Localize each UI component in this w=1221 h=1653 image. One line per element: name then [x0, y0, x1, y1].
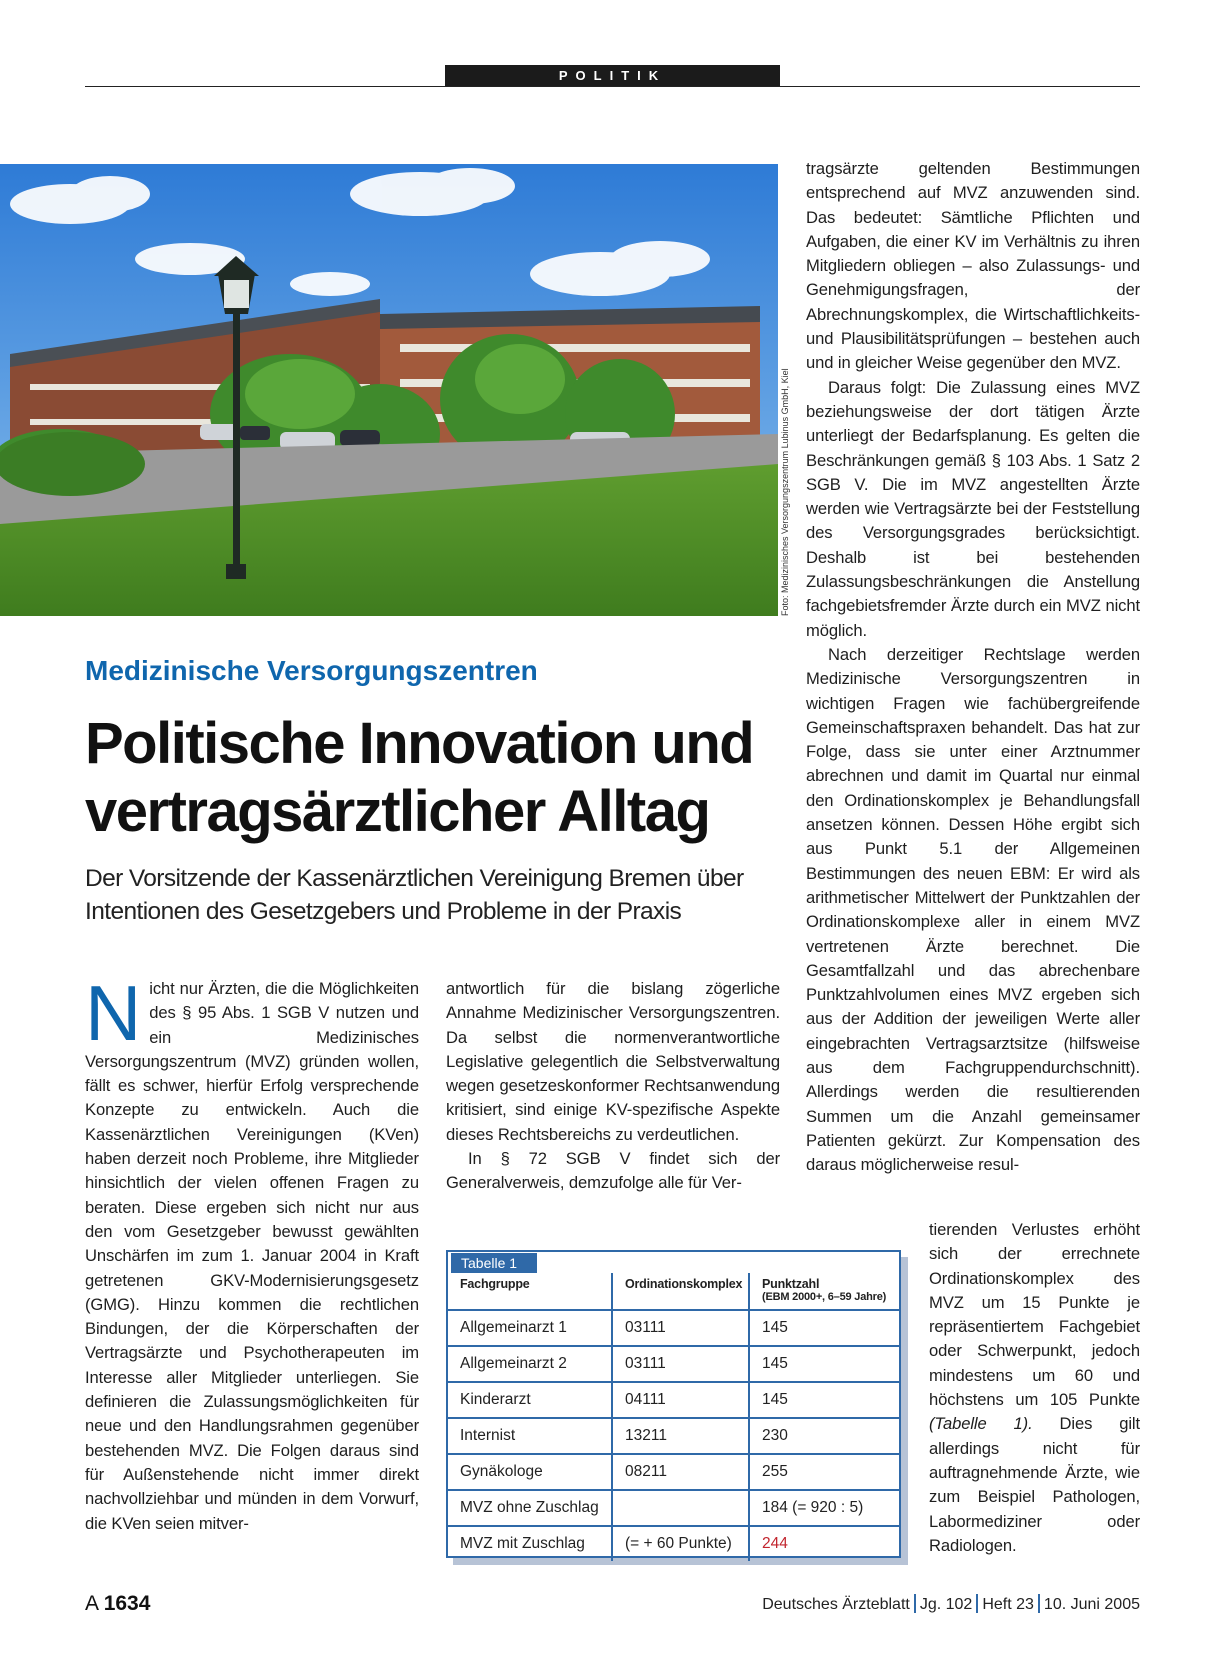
- cell-punktzahl: 145: [749, 1346, 899, 1382]
- table-row: [448, 1382, 899, 1418]
- table-header-row: [448, 1273, 899, 1310]
- cell-ordinationskomplex: [612, 1490, 749, 1526]
- cell-fachgruppe: MVZ ohne Zuschlag: [448, 1490, 612, 1526]
- column-header: Ordinationskomplex: [612, 1273, 749, 1310]
- table-row: [448, 1310, 899, 1346]
- cell-ordinationskomplex: (= + 60 Punkte): [612, 1526, 749, 1561]
- cell-ordinationskomplex: 13211: [612, 1418, 749, 1454]
- paragraph: antwortlich für die bislang zögerliche Annahme Medizinischer Versorgungszentren. Da selbst die normenverantwortliche Legislative gelegentlich die Selbstverwaltung wegen gesetzeskonformer Rechtsanwendung kritisiert, sind einige KV-spezifische Aspekte dieses Rechtsbereichs zu verdeutlichen.: [446, 979, 780, 1144]
- paragraph: [929, 1218, 1140, 1558]
- paragraph: Daraus folgt: Die Zulassung eines MVZ beziehungsweise der dort tätigen Ärzte unterliegt der Bedarfsplanung. Es gelten die Beschränkungen gemäß § 103 Abs. 1 Satz 2 SGB V. Die im MVZ angestellten Ärzte werden wie Vertragsärzte bei der Feststellung des Versorgungsgrades berücksichtigt. Deshalb ist bei bestehenden Zulassungsbeschränkungen die Anstellung fachgebietsfremder Ärzte durch ein MVZ nicht möglich.: [806, 377, 1140, 640]
- page-prefix: A: [85, 1592, 98, 1615]
- footer-separator: [914, 1594, 916, 1613]
- table-row: [448, 1346, 899, 1382]
- headline-line-2: vertragsärztlicher Alltag: [85, 779, 710, 844]
- paragraph: In § 72 SGB V findet sich der Generalverweis, demzufolge alle für Ver-: [446, 1149, 780, 1193]
- article-headline: [85, 710, 805, 846]
- cell-punktzahl: 145: [749, 1382, 899, 1418]
- footer-separator: [1038, 1594, 1040, 1613]
- cell-fachgruppe: MVZ mit Zuschlag: [460, 1535, 585, 1552]
- journal-name: Deutsches Ärzteblatt: [762, 1596, 910, 1613]
- photo-credit: Foto: Medizinisches Versorgungszentrum Lubinus GmbH, Kiel: [780, 368, 790, 616]
- paragraph-text: icht nur Ärzten, die die Möglichkeiten des § 95 Abs. 1 SGB V nutzen und ein Medizinisches Versorgungszentrum (MVZ) gründen wollen, fällt es schwer, hierfür Erfolg versprechende Konzepte zu entwickeln. Auch die Kassenärztlichen Vereinigungen (KVen) haben derzeit noch Probleme, ihre Mitglieder hinsichtlich der vielen offenen Fragen zu beraten. Diese ergeben sich nicht nur aus den vom Gesetzgeber bewusst gewählten Unschärfen im zum 1. Januar 2004 in Kraft getretenen GKV-Modernisierungsgesetz (GMG). Hinzu kommen die rechtlichen Bindungen, der die Körperschaften der Vertragsärzte und Psychotherapeuten im Interesse aller Mitglieder unterliegen. Sie definieren die Zulassungsmöglichkeiten für neue und den Handlungsrahmen gegenüber bestehenden MVZ. Die Folgen daraus sind für Außenstehende nicht immer direkt nachvollziehbar und münden in dem Vorwurf, die KVen seien mitver-: [85, 979, 419, 1533]
- text-column-2: [446, 977, 780, 1196]
- drop-cap: N: [85, 969, 142, 1057]
- table-row: [448, 1526, 899, 1561]
- table-row: [448, 1490, 899, 1526]
- table-reference: (Tabelle 1).: [929, 1414, 1033, 1434]
- headline-line-1: Politische Innovation und: [85, 711, 754, 776]
- text-column-1: [85, 969, 419, 1536]
- paragraph: tragsärzte geltenden Bestimmungen entsprechend auf MVZ anzuwenden sind. Das bedeutet: Sämtliche Pflichten und Aufgaben, die einer KV im Verhältnis zu ihren Mitgliedern obliegen – also Zulassungs- und Genehmigungsfragen, der Abrechnungskomplex, die Wirtschaftlichkeits- und Plausibilitätsprüfungen – bestehen auch und in gleicher Weise gegenüber den MVZ.: [806, 159, 1140, 373]
- cell-fachgruppe: Allgemeinarzt 1: [448, 1310, 612, 1346]
- cell-fachgruppe: Kinderarzt: [448, 1382, 612, 1418]
- column-header: [749, 1273, 899, 1310]
- data-table: [448, 1273, 899, 1561]
- journal-date: 10. Juni 2005: [1043, 1596, 1140, 1613]
- footer-citation: [700, 1594, 1140, 1614]
- paragraph: Nach derzeitiger Rechtslage werden Medizinische Versorgungszentren in wichtigen Fragen wie fachübergreifende Gemeinschaftspraxen behandelt. Das hat zur Folge, dass sie unter einer Arztnummer abrechnen und damit im Quartal nur einmal den Ordinationskomplex je Behandlungsfall ansetzen können. Dessen Höhe ergibt sich aus Punkt 5.1 der Allgemeinen Bestimmungen des neuen EBM: Er wird als arithmetischer Mittelwert der Punktzahlen der Ordinationskomplexe aller in einem MVZ vertretenen Ärzte berechnet. Die Gesamtfallzahl und das abrechenbare Punktzahlvolumen eines MVZ ergeben sich aus der Addition der jeweiligen Werte aller eingebrachten Vertragsarztsitze (hilfsweise aus dem Fachgruppendurchschnitt). Allerdings werden die resultierenden Summen um die Anzahl gemeinsamer Patienten gekürzt. Zur Kompensation des daraus möglicherweise resul-: [806, 644, 1140, 1175]
- cell-ordinationskomplex: 04111: [612, 1382, 749, 1418]
- column-header: Fachgruppe: [448, 1273, 612, 1310]
- cell-ordinationskomplex: 08211: [612, 1454, 749, 1490]
- cell-punktzahl: 230: [749, 1418, 899, 1454]
- cell-fachgruppe: Gynäkologe: [448, 1454, 612, 1490]
- column-header-title: Punktzahl: [762, 1277, 820, 1291]
- article-standfirst: Der Vorsitzende der Kassenärztlichen Vereinigung Bremen über Intentionen des Gesetzgebers und Probleme in der Praxis: [85, 865, 744, 925]
- column-header-subtitle: (EBM 2000+, 6–59 Jahre): [762, 1291, 887, 1303]
- cell-fachgruppe: Internist: [448, 1418, 612, 1454]
- table-label: Tabelle 1: [451, 1253, 537, 1273]
- table-row: [448, 1418, 899, 1454]
- text-column-3-continued: [929, 1218, 1140, 1558]
- article-photo: [0, 164, 778, 616]
- cell-punktzahl-highlighted: 244: [749, 1526, 899, 1561]
- cell-punktzahl: 184 (= 920 : 5): [749, 1490, 899, 1526]
- page-number: [85, 1592, 150, 1616]
- journal-volume: Jg. 102: [919, 1596, 973, 1613]
- header-rule: [85, 86, 1140, 87]
- cell-punktzahl: 255: [749, 1454, 899, 1490]
- section-rubric: POLITIK: [558, 68, 667, 83]
- footer-separator: [976, 1594, 978, 1613]
- cell-punktzahl: 145: [749, 1310, 899, 1346]
- cell-ordinationskomplex: 03111: [612, 1346, 749, 1382]
- article-kicker: Medizinische Versorgungszentren: [85, 655, 538, 686]
- paragraph: [85, 969, 419, 1536]
- cell-ordinationskomplex: 03111: [612, 1310, 749, 1346]
- table-row: [448, 1454, 899, 1490]
- page-number-value: 1634: [103, 1592, 151, 1615]
- paragraph-text: Dies gilt allerdings nicht für auftragnehmende Ärzte, wie zum Beispiel Pathologen, Labormediziner oder Radiologen.: [929, 1414, 1141, 1555]
- cell-fachgruppe: Allgemeinarzt 2: [448, 1346, 612, 1382]
- paragraph-text: tierenden Verlustes erhöht sich der errechnete Ordinationskomplex des MVZ um 15 Punkte je repräsentiertem Fachgebiet oder Schwerpunkt, jedoch mindestens um 60 und höchstens um 105 Punkte: [929, 1220, 1140, 1410]
- journal-issue: Heft 23: [982, 1596, 1034, 1613]
- text-column-3: [806, 157, 1140, 1177]
